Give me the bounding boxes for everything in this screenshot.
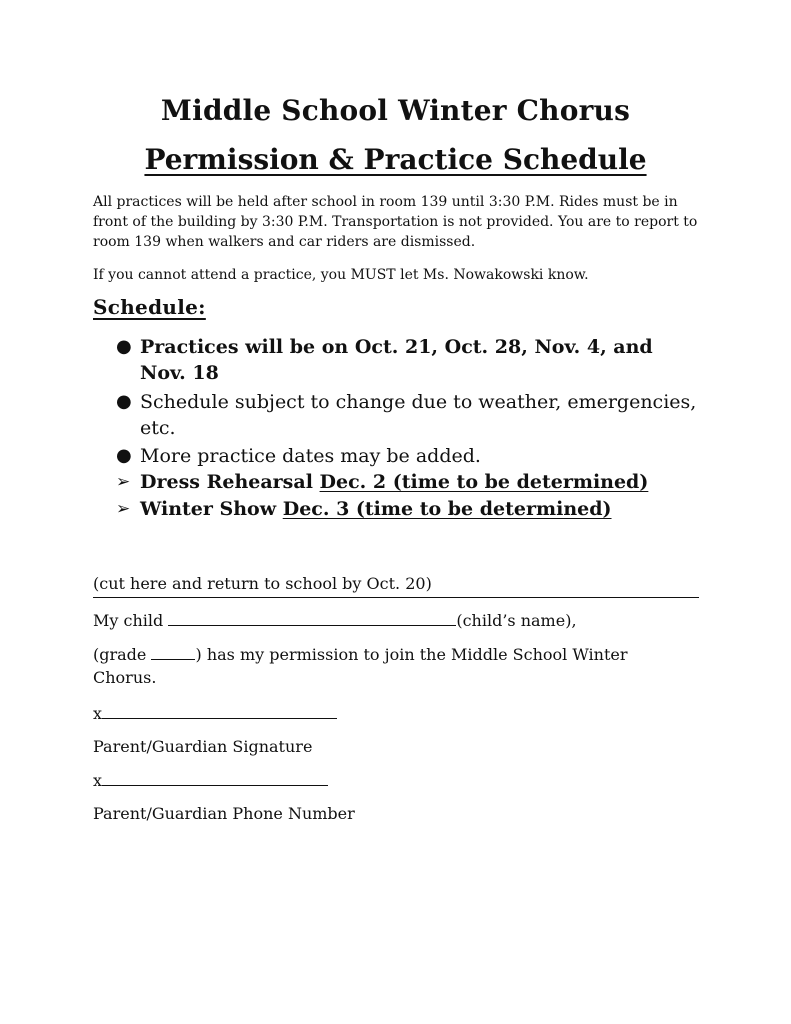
grade-suffix: ) has my permission to join the Middle School Winter Chorus. <box>93 645 628 687</box>
grade-prefix: (grade <box>93 645 147 664</box>
child-prefix: My child <box>93 611 164 630</box>
phone-field[interactable] <box>102 771 328 786</box>
intro-paragraph: All practices will be held after school in room 139 until 3:30 P.M. Rides must be in front of the building by 3:30 P.M. Transportation is not provided. You are to report to room 139 when walkers and car riders are dismissed. <box>93 194 698 250</box>
phone-x: x <box>93 771 103 790</box>
bullet-icon: ● <box>116 445 132 466</box>
child-name-field[interactable] <box>168 611 456 626</box>
child-suffix: (child’s name), <box>456 611 577 630</box>
grade-field[interactable] <box>151 645 195 660</box>
event-label: Dress Rehearsal <box>140 471 313 493</box>
attendance-note: If you cannot attend a practice, you MUST let Ms. Nowakowski know. <box>93 267 589 283</box>
signature-x: x <box>93 704 103 723</box>
phone-line <box>93 769 713 792</box>
page-title: Middle School Winter Chorus <box>160 94 631 127</box>
phone-label: Parent/Guardian Phone Number <box>93 804 355 823</box>
cut-instruction: (cut here and return to school by Oct. 20) <box>93 574 432 593</box>
bullet-icon: ● <box>116 336 132 357</box>
event-dress-rehearsal <box>140 469 700 495</box>
cut-line-divider <box>93 597 699 598</box>
list-item: Practices will be on Oct. 21, Oct. 28, Nov. 4, and Nov. 18 <box>140 336 653 384</box>
signature-line <box>93 702 713 725</box>
bullet-icon: ● <box>116 391 132 412</box>
grade-line <box>93 643 673 689</box>
arrow-bullet-icon: ➢ <box>116 499 131 519</box>
schedule-heading: Schedule: <box>93 295 206 319</box>
arrow-bullet-icon: ➢ <box>116 472 131 492</box>
list-item: Schedule subject to change due to weather, emergencies, etc. <box>140 391 697 439</box>
page-subtitle: Permission & Practice Schedule <box>144 143 647 176</box>
signature-label: Parent/Guardian Signature <box>93 737 313 756</box>
event-winter-show <box>140 496 700 522</box>
event-label: Winter Show <box>140 498 277 520</box>
child-name-line <box>93 609 713 632</box>
list-item: More practice dates may be added. <box>140 445 481 467</box>
signature-field[interactable] <box>102 704 337 719</box>
event-date: Dec. 2 (time to be determined) <box>319 471 649 493</box>
event-date: Dec. 3 (time to be determined) <box>282 498 612 520</box>
